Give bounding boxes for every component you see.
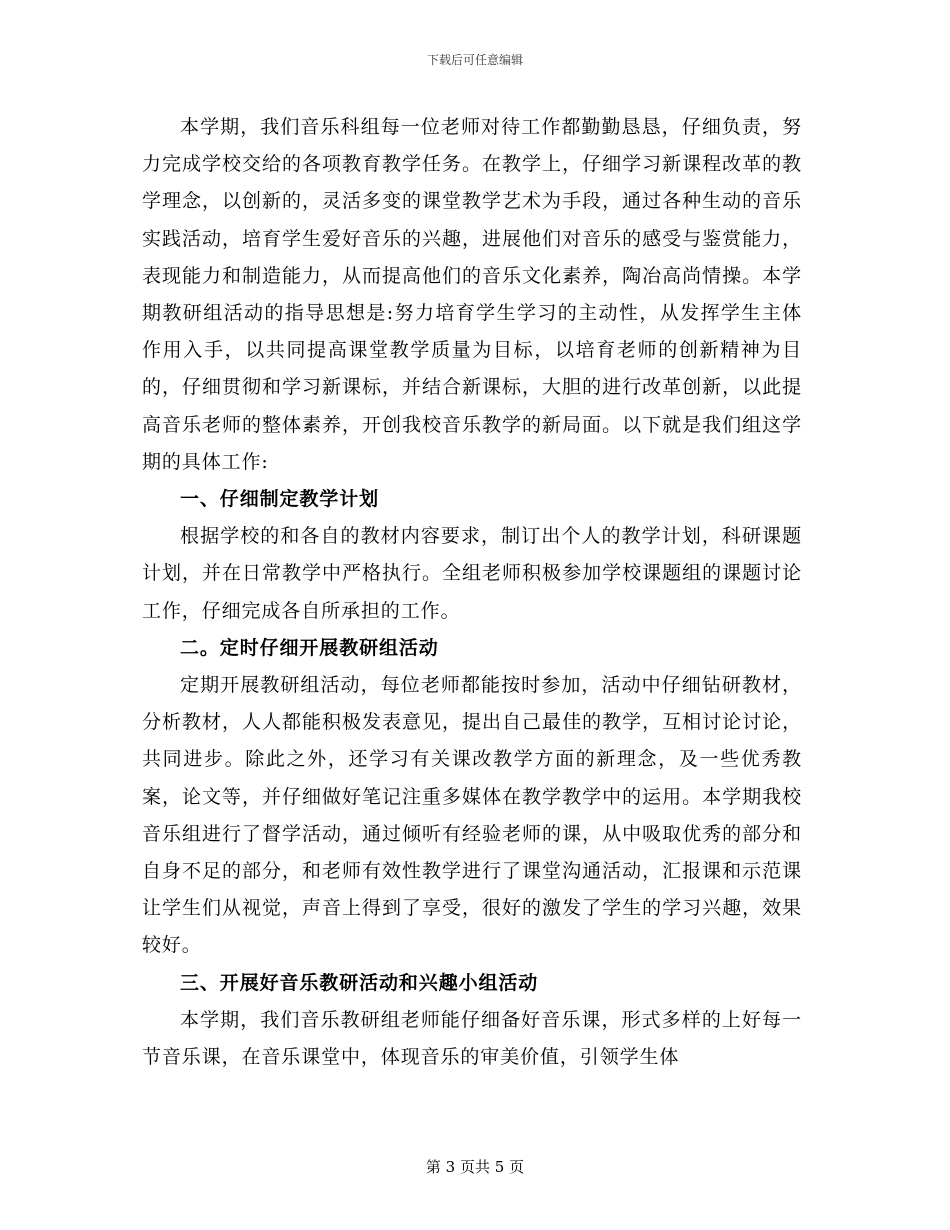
- section-2-heading: 二。定时仔细开展教研组活动: [180, 636, 439, 659]
- section-1-paragraph: 根据学校的和各自的教材内容要求，制订出个人的教学计划，科研课题计划，并在日常教学中严格执行。全组老师积极参加学校课题组的课题讨论工作，仔细完成各自所承担的工作。: [142, 525, 802, 622]
- section-2-paragraph: 定期开展教研组活动，每位老师都能按时参加，活动中仔细钻研教材，分析教材，人人都能积极发表意见，提出自己最佳的教学，互相讨论讨论，共同进步。除此之外，还学习有关课改教学方面的新理念，及一些优秀教案，论文等，并仔细做好笔记注重多媒体在教学教学中的运用。本学期我校音乐组进行了督学活动，通过倾听有经验老师的课，从中吸取优秀的部分和自身不足的部分，和老师有效性教学进行了课堂沟通活动，汇报课和示范课让学生们从视觉，声音上得到了享受，很好的激发了学生的学习兴趣，效果较好。: [142, 674, 802, 957]
- page-number: 第 3 页共 5 页: [425, 1158, 525, 1176]
- intro-paragraph: 本学期，我们音乐科组每一位老师对待工作都勤勤恳恳，仔细负责，努力完成学校交给的各项教育教学任务。在教学上，仔细学习新课程改革的教学理念，以创新的，灵活多变的课堂教学艺术为手段，通过各种生动的音乐实践活动，培育学生爱好音乐的兴趣，进展他们对音乐的感受与鉴赏能力，表现能力和制造能力，从而提高他们的音乐文化素养，陶冶高尚情操。本学期教研组活动的指导思想是:努力培育学生学习的主动性，从发挥学生主体作用入手，以共同提高课堂教学质量为目标，以培育老师的创新精神为目的，仔细贯彻和学习新课标，并结合新课标，大胆的进行改革创新，以此提高音乐老师的整体素养，开创我校音乐教学的新局面。以下就是我们组这学期的具体工作:: [142, 116, 802, 473]
- document-body: [142, 109, 802, 1076]
- page-header: 下载后可任意编辑: [426, 53, 523, 67]
- section-1-heading: 一、仔细制定教学计划: [180, 488, 380, 511]
- section-3-heading: 三、开展好音乐教研活动和兴趣小组活动: [180, 971, 539, 994]
- section-3-paragraph: 本学期，我们音乐教研组老师能仔细备好音乐课，形式多样的上好每一节音乐课，在音乐课堂中，体现音乐的审美价值，引领学生体: [142, 1008, 802, 1069]
